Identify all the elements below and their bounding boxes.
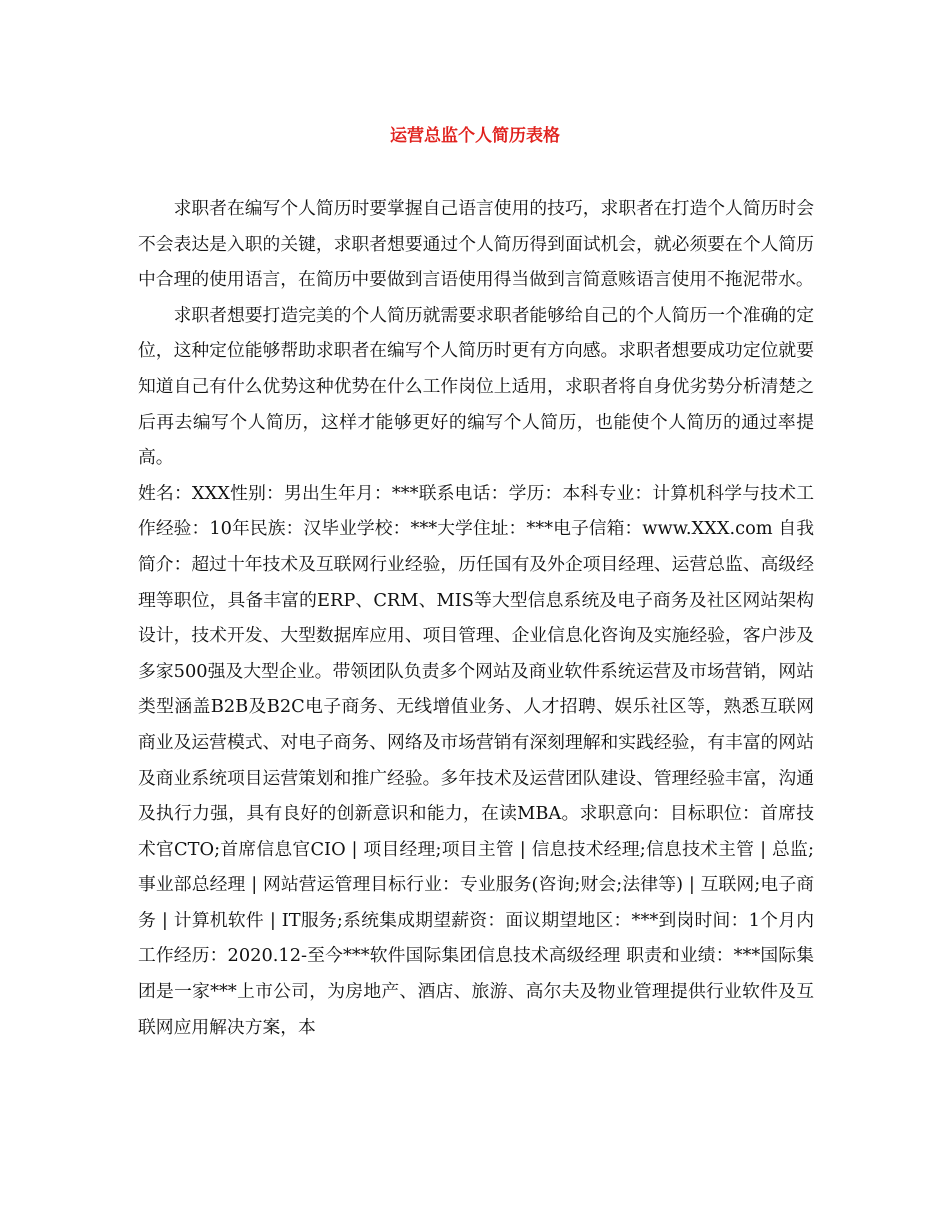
intro-paragraph-1: 求职者在编写个人简历时要掌握自己语言使用的技巧，求职者在打造个人简历时会不会表达是入职的关键，求职者想要通过个人简历得到面试机会，就必须要在个人简历中合理的使用语言，在简历中要做到言语使用得当做到言简意赅语言使用不拖泥带水。	[138, 198, 814, 291]
resume-details-paragraph: 姓名：XXX性别：男出生年月：***联系电话：学历：本科专业：计算机科学与技术工作经验：10年民族：汉毕业学校：***大学住址：***电子信箱：www.XXX.com 自我简介：超过十年技术及互联网行业经验，历任国有及外企项目经理、运营总监、高级经理等职位，具备丰富的ERP、CRM、MIS等大型信息系统及电子商务及社区网站架构设计，技术开发、大型数据库应用、项目管理、企业信息化咨询及实施经验，客户涉及多家500强及大型企业。带领团队负责多个网站及商业软件系统运营及市场营销，网站类型涵盖B2B及B2C电子商务、无线增值业务、人才招聘、娱乐社区等，熟悉互联网商业及运营模式、对电子商务、网络及市场营销有深刻理解和实践经验，有丰富的网站及商业系统项目运营策划和推广经验。多年技术及运营团队建设、管理经验丰富，沟通及执行力强，具有良好的创新意识和能力，在读MBA。求职意向：目标职位：首席技术官CTO;首席信息官CIO | 项目经理;项目主管 | 信息技术经理;信息技术主管 | 总监;事业部总经理 | 网站营运管理目标行业：专业服务(咨询;财会;法律等) | 互联网;电子商务 | 计算机软件 | IT服务;系统集成期望薪资：面议期望地区：***到岗时间：1个月内工作经历：2020.12-至今***软件国际集团信息技术高级经理 职责和业绩：***国际集团是一家***上市公司，为房地产、酒店、旅游、高尔夫及物业管理提供行业软件及互联网应用解决方案，本	[138, 482, 814, 1038]
document-body	[138, 191, 814, 1045]
document-title: 运营总监个人简历表格	[390, 126, 560, 146]
intro-paragraph-2: 求职者想要打造完美的个人简历就需要求职者能够给自己的个人简历一个准确的定位，这种定位能够帮助求职者在编写个人简历时更有方向感。求职者想要成功定位就要知道自己有什么优势这种优势在什么工作岗位上适用，求职者将自身优劣势分析清楚之后再去编写个人简历，这样才能够更好的编写个人简历，也能使个人简历的通过率提高。	[138, 304, 814, 469]
